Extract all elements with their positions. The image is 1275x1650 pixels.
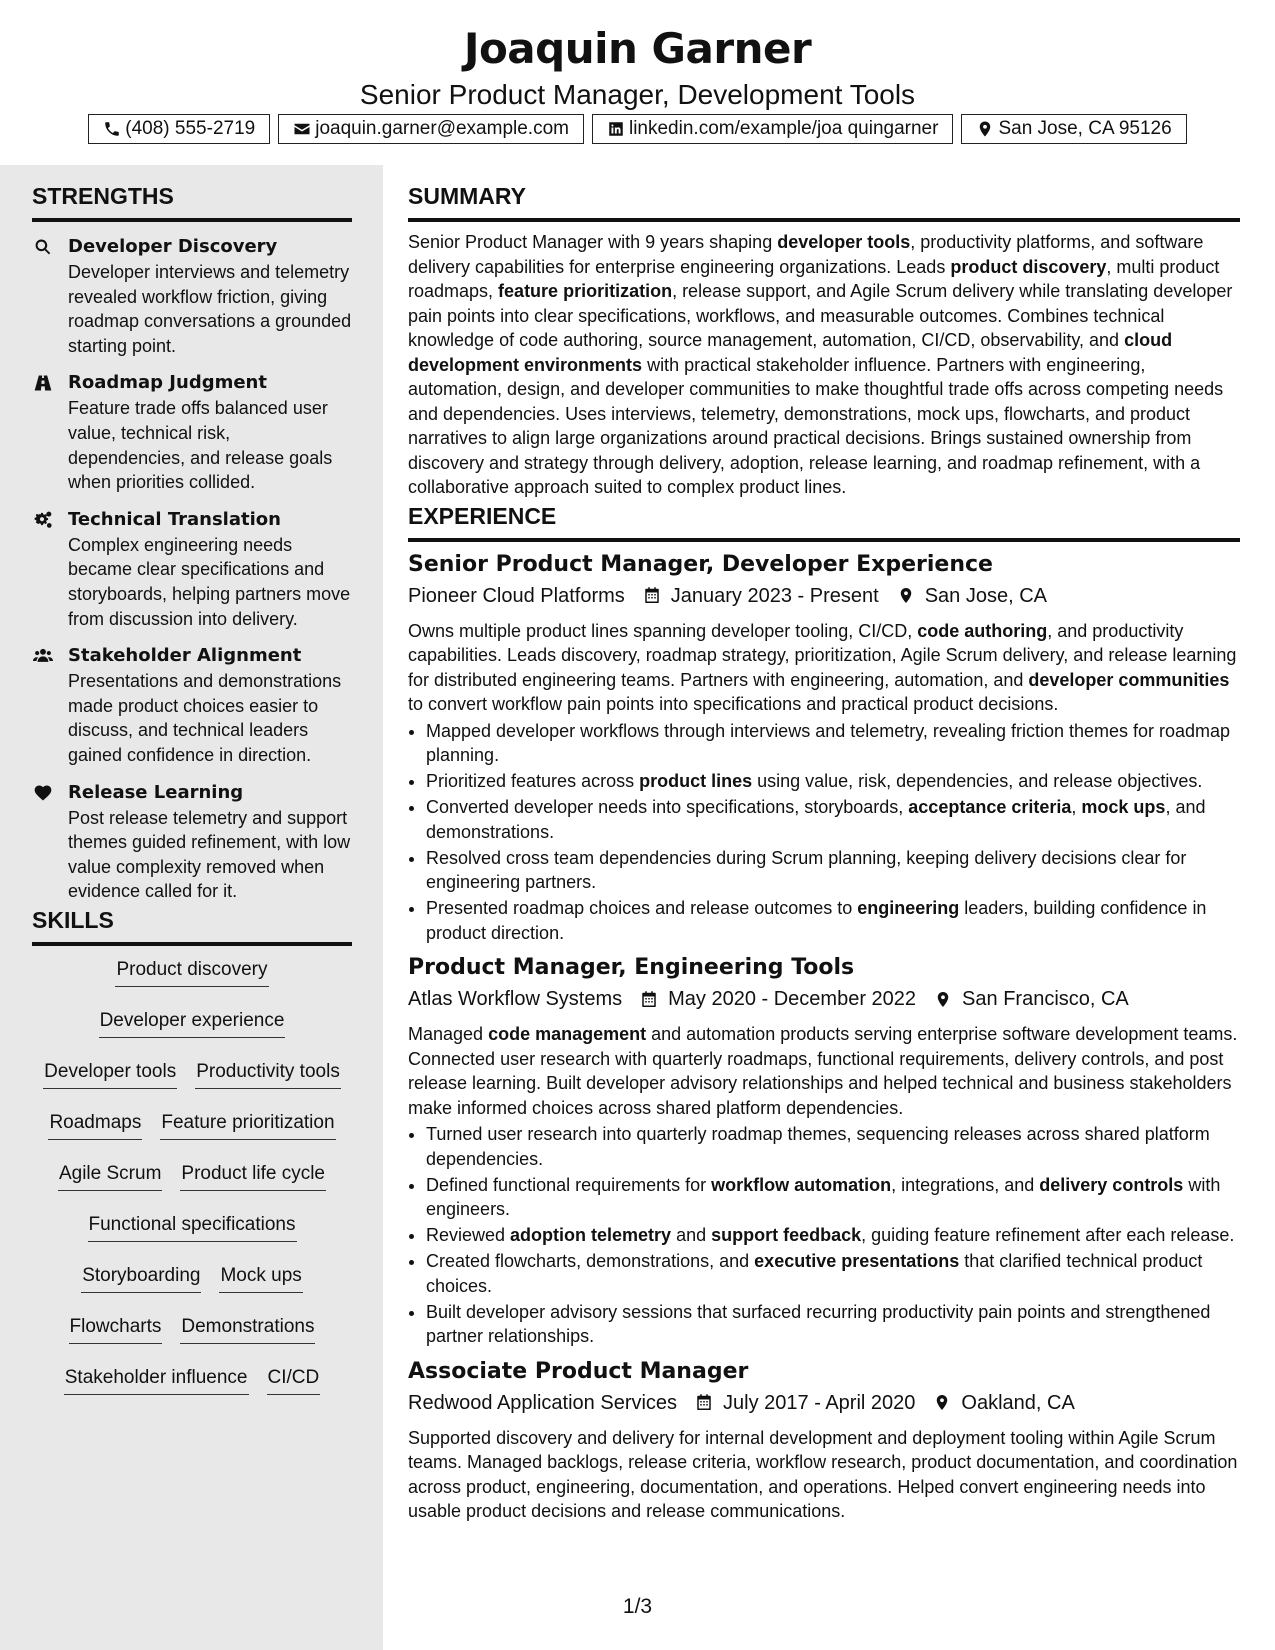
job-title: Product Manager, Engineering Tools bbox=[408, 955, 855, 980]
job-entry bbox=[408, 1357, 1240, 1524]
contact-email-text: joaquin.garner@example.com bbox=[315, 118, 569, 139]
map-pin-icon bbox=[933, 1393, 951, 1412]
job-description: Supported discovery and delivery for internal development and deployment tooling within Agile Scrum teams. Managed backlogs, release criteria, workflow research, product documentation, and coordination across product, engineering, documentation, and operations. Helped convert engineering needs into usable product decisions and release communications. bbox=[408, 1427, 1238, 1521]
strength-title: Roadmap Judgment bbox=[68, 372, 267, 394]
skill-tag: Mock ups bbox=[219, 1262, 302, 1293]
job-dates: July 2017 - April 2020 bbox=[723, 1391, 916, 1414]
skill-tag: Developer tools bbox=[43, 1058, 177, 1089]
skills-heading: SKILLS bbox=[32, 904, 352, 946]
contact-location-text: San Jose, CA 95126 bbox=[998, 118, 1172, 139]
summary-text: Senior Product Manager with 9 years shaping developer tools, productivity platforms, and software delivery capabilities for enterprise engineering organizations. Leads product discovery, multi product roadmaps, feature prioritization, release support, and Agile Scrum delivery while translating developer pain points into clear specifications, workflows, and measurable outcomes. Combines technical knowledge of code authoring, source management, automation, CI/CD, observability, and cloud development environments with practical stakeholder influence. Partners with engineering, automation, design, and developer communities to make thoughtful trade offs across competing needs and dependencies. Uses interviews, telemetry, demonstrations, mock ups, flowcharts, and product narratives to align large organizations around practical decisions. Brings sustained ownership from discovery and strategy through delivery, adoption, release learning, and roadmap refinement, with a collaborative approach suited to complex product lines. bbox=[408, 232, 1233, 497]
skill-tag: Flowcharts bbox=[69, 1313, 163, 1344]
strength-item bbox=[32, 234, 352, 358]
resume-header bbox=[0, 20, 1275, 112]
road-icon bbox=[32, 373, 54, 393]
skill-tag: Product life cycle bbox=[180, 1160, 326, 1191]
job-entry bbox=[408, 550, 1240, 946]
job-entry bbox=[408, 953, 1240, 1349]
calendar-icon bbox=[695, 1393, 713, 1412]
skill-list bbox=[32, 956, 352, 1395]
candidate-title: Senior Product Manager, Development Tools bbox=[359, 79, 916, 110]
job-dates: May 2020 - December 2022 bbox=[668, 988, 917, 1010]
skill-tag: Productivity tools bbox=[195, 1058, 341, 1089]
contact-email[interactable] bbox=[278, 114, 584, 144]
skill-tag: Demonstrations bbox=[180, 1313, 315, 1344]
skill-tag: Roadmaps bbox=[48, 1109, 142, 1140]
job-location: San Francisco, CA bbox=[962, 988, 1129, 1010]
skill-tag: Functional specifications bbox=[88, 1211, 297, 1242]
contact-phone bbox=[88, 114, 270, 144]
job-bullet: • Turned user research into quarterly roadmap themes, sequencing releases across shared platform dependencies. bbox=[426, 1122, 1240, 1171]
main-content bbox=[408, 180, 1240, 1524]
skill-tag: Storyboarding bbox=[81, 1262, 201, 1293]
strengths-heading: STRENGTHS bbox=[32, 180, 352, 222]
calendar-icon bbox=[643, 586, 661, 605]
experience-heading: EXPERIENCE bbox=[408, 500, 1240, 542]
job-meta bbox=[408, 581, 1240, 611]
envelope-icon bbox=[293, 120, 311, 138]
skill-tag: Agile Scrum bbox=[58, 1160, 162, 1191]
strength-item bbox=[32, 780, 352, 904]
skill-tag: Stakeholder influence bbox=[64, 1364, 249, 1395]
map-pin-icon bbox=[934, 990, 952, 1009]
job-bullet: • Defined functional requirements for workflow automation, integrations, and delivery controls with engineers. bbox=[426, 1173, 1240, 1222]
calendar-icon bbox=[640, 990, 658, 1009]
job-company: Redwood Application Services bbox=[408, 1391, 678, 1414]
job-company: Pioneer Cloud Platforms bbox=[408, 584, 625, 607]
job-title: Senior Product Manager, Developer Experience bbox=[408, 551, 993, 577]
job-location: Oakland, CA bbox=[961, 1391, 1075, 1414]
map-pin-icon bbox=[976, 120, 994, 138]
job-description: Managed code management and automation products serving enterprise software development teams. Connected user research with quarterly roadmaps, functional requirements, delivery controls, and post release learning. Built developer advisory relationships and helped technical and business stakeholders make informed choices across shared platform dependencies. bbox=[408, 1024, 1238, 1118]
contact-linkedin[interactable] bbox=[592, 114, 953, 144]
job-bullet: • Mapped developer workflows through interviews and telemetry, revealing friction themes for roadmap planning. bbox=[426, 719, 1240, 768]
job-bullet: • Prioritized features across product lines using value, risk, dependencies, and release objectives. bbox=[426, 769, 1240, 794]
strength-desc: Developer interviews and telemetry revealed workflow friction, giving roadmap conversations a grounded starting point. bbox=[68, 262, 352, 356]
skill-tag: CI/CD bbox=[267, 1364, 321, 1395]
job-company: Atlas Workflow Systems bbox=[408, 988, 623, 1010]
job-bullets bbox=[408, 719, 1240, 946]
strength-title: Release Learning bbox=[68, 781, 244, 803]
contact-location bbox=[961, 114, 1186, 144]
strength-title: Technical Translation bbox=[68, 508, 281, 530]
skill-tag: Product discovery bbox=[115, 956, 268, 987]
job-bullet: • Built developer advisory sessions that surfaced recurring productivity pain points and strengthened partner relationships. bbox=[426, 1300, 1240, 1349]
strength-desc: Presentations and demonstrations made product choices easier to discuss, and technical leaders gained confidence in direction. bbox=[68, 671, 342, 765]
job-bullet: • Reviewed adoption telemetry and support feedback, guiding feature refinement after each release. bbox=[426, 1223, 1240, 1248]
strength-desc: Post release telemetry and support themes guided refinement, with low value complexity removed when evidence called for it. bbox=[68, 807, 351, 902]
strength-item bbox=[32, 370, 352, 494]
linkedin-icon bbox=[607, 120, 625, 138]
phone-icon bbox=[103, 120, 121, 138]
candidate-name: Joaquin Garner bbox=[463, 24, 812, 73]
job-bullet: • Created flowcharts, demonstrations, and executive presentations that clarified technical product choices. bbox=[426, 1249, 1240, 1298]
job-description: Owns multiple product lines spanning developer tooling, CI/CD, code authoring, and productivity capabilities. Leads discovery, roadmap strategy, prioritization, Agile Scrum delivery, and release learning for distributed engineering teams. Partners with engineering, automation, and developer communities to convert workflow pain points into specifications and practical product decisions. bbox=[408, 620, 1237, 714]
job-bullet: • Presented roadmap choices and release outcomes to engineering leaders, building confidence in product direction. bbox=[426, 896, 1240, 945]
job-meta bbox=[408, 1388, 1240, 1418]
job-title: Associate Product Manager bbox=[408, 1358, 749, 1384]
page-number: 1/3 bbox=[622, 1595, 653, 1618]
map-pin-icon bbox=[897, 586, 915, 605]
job-bullet: • Converted developer needs into specifications, storyboards, acceptance criteria, mock ups, and demonstrations. bbox=[426, 795, 1240, 844]
sidebar bbox=[32, 180, 352, 1395]
job-bullets bbox=[408, 1122, 1240, 1349]
summary-heading: SUMMARY bbox=[408, 180, 1240, 222]
contact-bar bbox=[0, 114, 1275, 144]
strength-desc: Feature trade offs balanced user value, technical risk, dependencies, and release goals when priorities collided. bbox=[68, 398, 333, 493]
strength-item bbox=[32, 507, 352, 631]
strength-title: Stakeholder Alignment bbox=[68, 645, 302, 667]
users-icon bbox=[32, 646, 54, 666]
search-icon bbox=[32, 237, 54, 257]
heart-icon bbox=[32, 783, 54, 803]
gears-icon bbox=[32, 510, 54, 530]
strength-title: Developer Discovery bbox=[68, 236, 278, 257]
contact-linkedin-text: linkedin.com/example/joa quingarner bbox=[628, 118, 939, 139]
skill-tag: Developer experience bbox=[99, 1007, 286, 1038]
skill-tag: Feature prioritization bbox=[160, 1109, 335, 1140]
contact-phone-text: (408) 555-2719 bbox=[125, 118, 256, 139]
job-location: San Jose, CA bbox=[924, 584, 1047, 607]
job-meta bbox=[408, 984, 1240, 1014]
job-dates: January 2023 - Present bbox=[670, 584, 879, 607]
job-bullet: • Resolved cross team dependencies during Scrum planning, keeping delivery decisions clear for engineering partners. bbox=[426, 846, 1240, 895]
strength-item bbox=[32, 643, 352, 767]
strength-desc: Complex engineering needs became clear specifications and storyboards, helping partners move from discussion into delivery. bbox=[68, 534, 351, 629]
